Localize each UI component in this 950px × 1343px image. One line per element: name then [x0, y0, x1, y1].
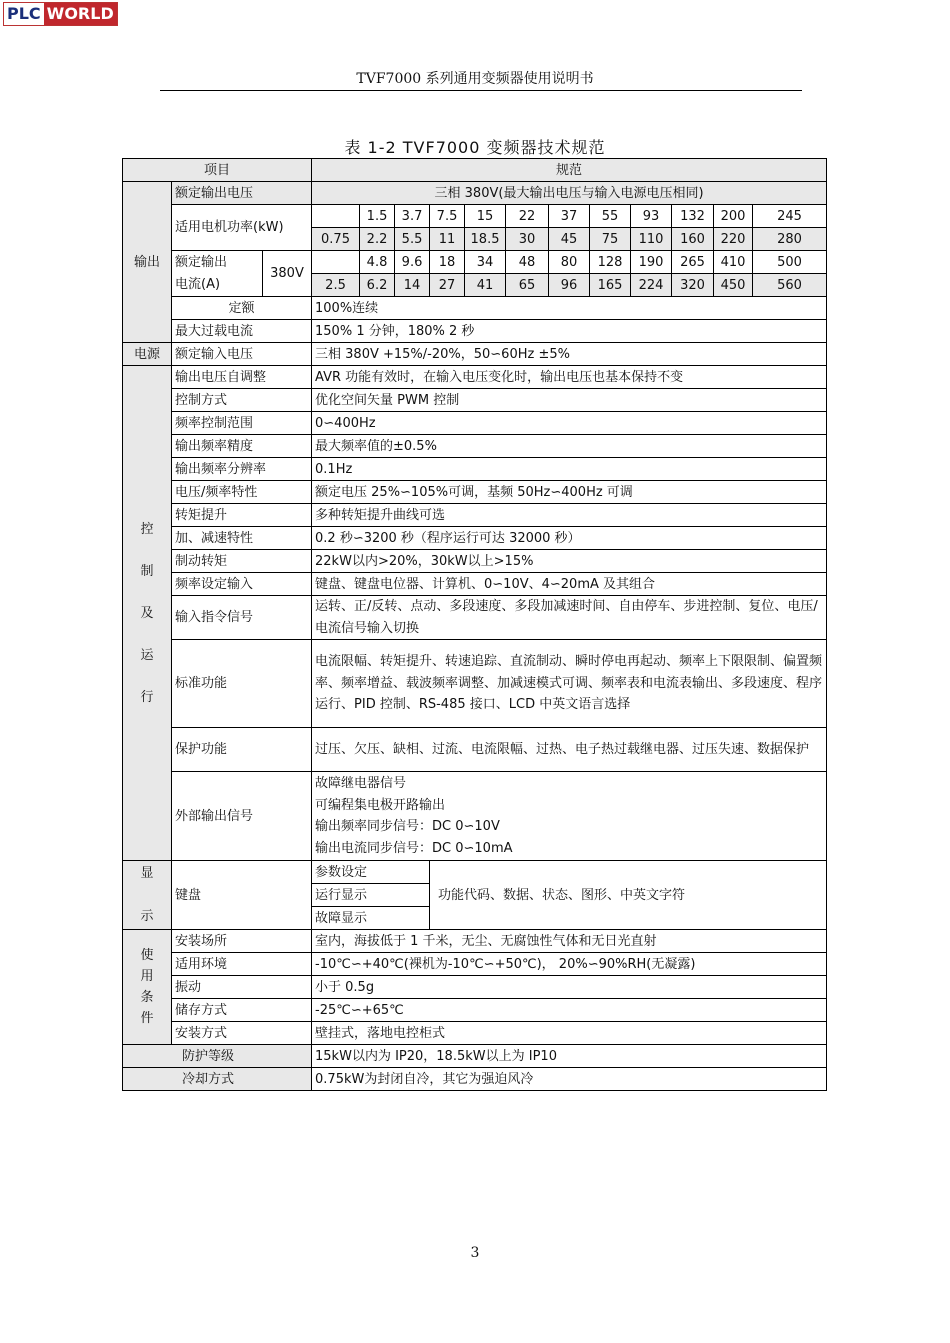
group-char: 用: [140, 969, 154, 984]
motor-power-cell: 132: [672, 205, 714, 228]
display-item: 参数设定: [312, 861, 430, 884]
motor-power-cell: 160: [672, 228, 714, 251]
spec-label: 电压/频率特性: [172, 481, 312, 504]
rated-current-cell: 265: [672, 251, 714, 274]
spec-label: 储存方式: [172, 999, 312, 1022]
spec-label: 安装方式: [172, 1022, 312, 1045]
group-char: 控: [140, 521, 154, 537]
spec-label: 输出频率分辨率: [172, 458, 312, 481]
rated-current-cell: 27: [430, 274, 465, 297]
rated-current-cell: 9.6: [395, 251, 430, 274]
rated-voltage-label: 额定输出电压: [172, 182, 312, 205]
rated-current-cell: 2.5: [312, 274, 360, 297]
external-output-line: 输出电流同步信号：DC 0∽10mA: [315, 840, 513, 856]
rated-current-cell: 18: [430, 251, 465, 274]
header-item: 项目: [123, 159, 312, 182]
group-conditions: [123, 930, 172, 1045]
overload-label: 最大过载电流: [172, 320, 312, 343]
motor-power-cell: 220: [714, 228, 753, 251]
protection-functions-value: 过压、欠压、缺相、过流、电流限幅、过热、电子热过载继电器、过压失速、数据保护: [312, 728, 827, 772]
motor-power-cell: 55: [590, 205, 631, 228]
spec-value: 小于 0.5g: [312, 976, 827, 999]
rated-current-cell: 4.8: [360, 251, 395, 274]
motor-power-cell: 200: [714, 205, 753, 228]
spec-value: 优化空间矢量 PWM 控制: [312, 389, 827, 412]
power-label: 额定输入电压: [172, 343, 312, 366]
spec-label: 适用环境: [172, 953, 312, 976]
cooling-method-label: 冷却方式: [123, 1068, 312, 1091]
spec-value: 0.2 秒∽3200 秒（程序运行可达 32000 秒）: [312, 527, 827, 550]
spec-value: 额定电压 25%∽105%可调，基频 50Hz∽400Hz 可调: [312, 481, 827, 504]
spec-label: 转矩提升: [172, 504, 312, 527]
spec-value: 多种转矩提升曲线可选: [312, 504, 827, 527]
group-char: 制: [140, 563, 154, 579]
rated-current-cell: 14: [395, 274, 430, 297]
spec-value: 室内，海拔低于 1 千米，无尘、无腐蚀性气体和无日光直射: [312, 930, 827, 953]
rated-current-voltage: 380V: [263, 251, 312, 297]
rated-current-cell: 80: [549, 251, 590, 274]
running-header: TVF7000 系列通用变频器使用说明书: [356, 71, 594, 87]
rated-current-cell: 128: [590, 251, 631, 274]
rated-current-cell: 450: [714, 274, 753, 297]
motor-power-cell: 1.5: [360, 205, 395, 228]
motor-power-cell: 245: [753, 205, 827, 228]
display-item: 运行显示: [312, 884, 430, 907]
motor-power-cell: 22: [506, 205, 549, 228]
logo-part-plc: PLC: [4, 3, 44, 25]
plcworld-logo: [3, 2, 118, 26]
motor-power-cell: 3.7: [395, 205, 430, 228]
spec-value: 0∽400Hz: [312, 412, 827, 435]
page-number: 3: [470, 1245, 480, 1261]
spec-label: 频率设定输入: [172, 573, 312, 596]
protection-functions-label: 保护功能: [172, 728, 312, 772]
rating-label: 定额: [172, 297, 312, 320]
group-power: 电源: [123, 343, 172, 366]
spec-value: 键盘、键盘电位器、计算机、0∽10V、4∽20mA 及其组合: [312, 573, 827, 596]
spec-label: 输出电压自调整: [172, 366, 312, 389]
rating-value: 100%连续: [312, 297, 827, 320]
rated-current-label-line2: 电流(A): [175, 276, 221, 292]
external-output-line: 可编程集电极开路输出: [315, 797, 446, 813]
rated-current-label-line1: 额定输出: [175, 255, 228, 270]
display-value: 功能代码、数据、状态、图形、中英文字符: [430, 861, 827, 930]
group-char: 及: [140, 605, 154, 621]
rated-current-cell: 165: [590, 274, 631, 297]
input-command-label: 输入指令信号: [172, 596, 312, 640]
group-char: 使: [140, 948, 154, 963]
protection-class-value: 15kW以内为 IP20，18.5kW以上为 IP10: [312, 1045, 827, 1068]
motor-power-cell: 15: [465, 205, 506, 228]
motor-power-cell: 37: [549, 205, 590, 228]
external-output-line: 故障继电器信号: [315, 776, 407, 791]
rated-current-cell: 560: [753, 274, 827, 297]
group-char: 件: [140, 1011, 154, 1026]
motor-power-label: 适用电机功率(kW): [172, 205, 312, 251]
header-rule: [160, 90, 802, 91]
header-spec: 规范: [312, 159, 827, 182]
rated-current-cell: [312, 251, 360, 274]
keypad-label: 键盘: [172, 861, 312, 930]
group-char: 显: [140, 866, 154, 881]
spec-label: 控制方式: [172, 389, 312, 412]
spec-value: AVR 功能有效时，在输入电压变化时，输出电压也基本保持不变: [312, 366, 827, 389]
motor-power-cell: 45: [549, 228, 590, 251]
rated-current-cell: 190: [631, 251, 672, 274]
spec-table: [122, 158, 827, 1091]
rated-current-cell: 500: [753, 251, 827, 274]
rated-current-cell: 320: [672, 274, 714, 297]
spec-value: -10℃∽+40℃(裸机为-10℃∽+50℃)， 20%∽90%RH(无凝露): [312, 953, 827, 976]
motor-power-cell: 30: [506, 228, 549, 251]
protection-class-label: 防护等级: [123, 1045, 312, 1068]
spec-value: -25℃∽+65℃: [312, 999, 827, 1022]
spec-label: 输出频率精度: [172, 435, 312, 458]
rated-current-cell: 41: [465, 274, 506, 297]
overload-value: 150% 1 分钟，180% 2 秒: [312, 320, 827, 343]
spec-value: 0.1Hz: [312, 458, 827, 481]
motor-power-cell: 2.2: [360, 228, 395, 251]
external-output-line: 输出频率同步信号：DC 0∽10V: [315, 819, 500, 834]
rated-current-cell: 34: [465, 251, 506, 274]
group-control: [123, 366, 172, 861]
motor-power-cell: 0.75: [312, 228, 360, 251]
standard-functions-label: 标准功能: [172, 640, 312, 728]
motor-power-cell: 11: [430, 228, 465, 251]
motor-power-cell: 93: [631, 205, 672, 228]
logo-part-world: WORLD: [44, 3, 117, 25]
display-item: 故障显示: [312, 907, 430, 930]
rated-current-cell: 48: [506, 251, 549, 274]
rated-voltage-value: 三相 380V(最大输出电压与输入电源电压相同): [312, 182, 827, 205]
spec-label: 振动: [172, 976, 312, 999]
group-display: [123, 861, 172, 930]
group-char: 行: [140, 689, 154, 705]
rated-current-cell: 410: [714, 251, 753, 274]
spec-label: 制动转矩: [172, 550, 312, 573]
table-caption: 表 1-2 TVF7000 变频器技术规范: [344, 138, 606, 157]
rated-current-cell: 65: [506, 274, 549, 297]
rated-current-cell: 96: [549, 274, 590, 297]
motor-power-cell: 7.5: [430, 205, 465, 228]
group-char: 运: [140, 647, 154, 663]
input-command-value: 运转、正/反转、点动、多段速度、多段加减速时间、自由停车、步进控制、复位、电压/电流信号输入切换: [312, 596, 827, 640]
rated-current-label: [172, 251, 263, 297]
rated-current-cell: 6.2: [360, 274, 395, 297]
standard-functions-value: 电流限幅、转矩提升、转速追踪、直流制动、瞬时停电再起动、频率上下限限制、偏置频率、频率增益、载波频率调整、加减速模式可调、频率表和电流表输出、多段速度、程序运行、PID 控制、RS-485 接口、LCD 中英文语言选择: [312, 640, 827, 728]
motor-power-cell: 110: [631, 228, 672, 251]
motor-power-cell: 280: [753, 228, 827, 251]
external-output-label: 外部输出信号: [172, 772, 312, 861]
motor-power-cell: [312, 205, 360, 228]
motor-power-cell: 75: [590, 228, 631, 251]
spec-value: 最大频率值的±0.5%: [312, 435, 827, 458]
group-char: 示: [140, 909, 154, 924]
motor-power-cell: 5.5: [395, 228, 430, 251]
cooling-method-value: 0.75kW为封闭自冷，其它为强迫风冷: [312, 1068, 827, 1091]
spec-label: 安装场所: [172, 930, 312, 953]
external-output-value: [312, 772, 827, 861]
group-output: 输出: [123, 182, 172, 343]
spec-label: 频率控制范围: [172, 412, 312, 435]
power-value: 三相 380V +15%/-20%，50∽60Hz ±5%: [312, 343, 827, 366]
spec-value: 22kW以内>20%，30kW以上>15%: [312, 550, 827, 573]
spec-value: 壁挂式，落地电控柜式: [312, 1022, 827, 1045]
rated-current-cell: 224: [631, 274, 672, 297]
spec-label: 加、减速特性: [172, 527, 312, 550]
group-char: 条: [140, 990, 154, 1005]
motor-power-cell: 18.5: [465, 228, 506, 251]
